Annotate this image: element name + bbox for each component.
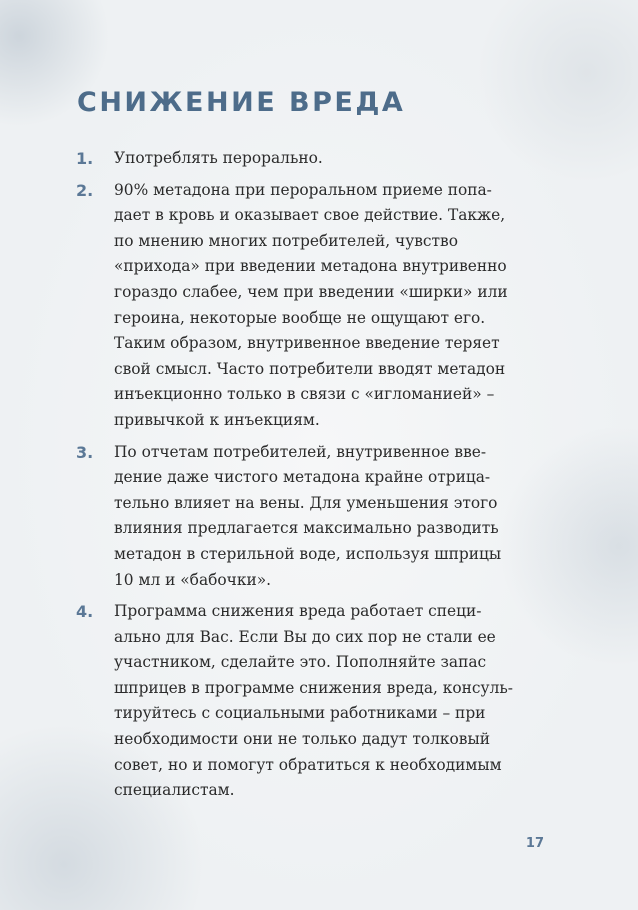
section-heading: СНИЖЕНИЕ ВРЕДА xyxy=(77,87,406,118)
text-line: необходимости они не только дадут толковый xyxy=(114,730,490,749)
list-item-text xyxy=(114,599,546,804)
list-item-number: 2. xyxy=(76,180,94,200)
text-line: дение даже чистого метадона крайне отрица- xyxy=(114,468,491,487)
text-line: метадон в стерильной воде, используя шприцы xyxy=(114,544,502,563)
list-item-number: 4. xyxy=(76,602,94,622)
list-item xyxy=(76,146,546,172)
text-line: участником, сделайте это. Пополняйте запас xyxy=(114,653,487,672)
text-line: свой смысл. Часто потребители вводят метадон xyxy=(114,359,506,378)
text-line: 10 мл и «бабочки». xyxy=(114,570,272,589)
text-line: Таким образом, внутривенное введение теряет xyxy=(114,334,500,353)
text-line: героина, некоторые вообще не ощущают его. xyxy=(114,308,486,327)
list-item xyxy=(76,178,546,434)
text-line: По отчетам потребителей, внутривенное вве- xyxy=(114,442,487,461)
text-line: тируйтесь с социальными работниками – при xyxy=(114,704,486,723)
text-line: по мнению многих потребителей, чувство xyxy=(114,231,458,250)
text-line: дает в кровь и оказывает свое действие. Также, xyxy=(114,206,506,225)
text-line: ально для Вас. Если Вы до сих пор не стали ее xyxy=(114,627,496,646)
list-item xyxy=(76,440,546,594)
list-item-number: 3. xyxy=(76,442,94,462)
list-item-number: 1. xyxy=(76,149,94,168)
page-number: 17 xyxy=(525,836,544,851)
text-line: Употреблять перорально. xyxy=(114,149,323,167)
text-line: «прихода» при введении метадона внутривенно xyxy=(114,257,507,276)
text-line: тельно влияет на вены. Для уменьшения этого xyxy=(114,493,498,512)
list-item xyxy=(76,599,546,804)
text-line: привычкой к инъекциям. xyxy=(114,410,320,429)
text-line: шприцев в программе снижения вреда, консуль- xyxy=(114,678,513,697)
text-line: инъекционно только в связи с «игломанией» – xyxy=(114,385,495,404)
text-line: 90% метадона при пероральном приеме попа- xyxy=(114,180,492,199)
text-line: Программа снижения вреда работает специ- xyxy=(114,602,482,621)
list-item-text xyxy=(114,178,546,434)
numbered-list xyxy=(76,146,546,810)
list-item-text xyxy=(114,146,546,172)
list-item-text xyxy=(114,440,546,594)
text-line: совет, но и помогут обратиться к необходимым xyxy=(114,755,502,774)
text-line: влияния предлагается максимально разводить xyxy=(114,519,499,538)
text-line: специалистам. xyxy=(114,781,235,800)
text-line: гораздо слабее, чем при введении «ширки» или xyxy=(114,282,508,301)
